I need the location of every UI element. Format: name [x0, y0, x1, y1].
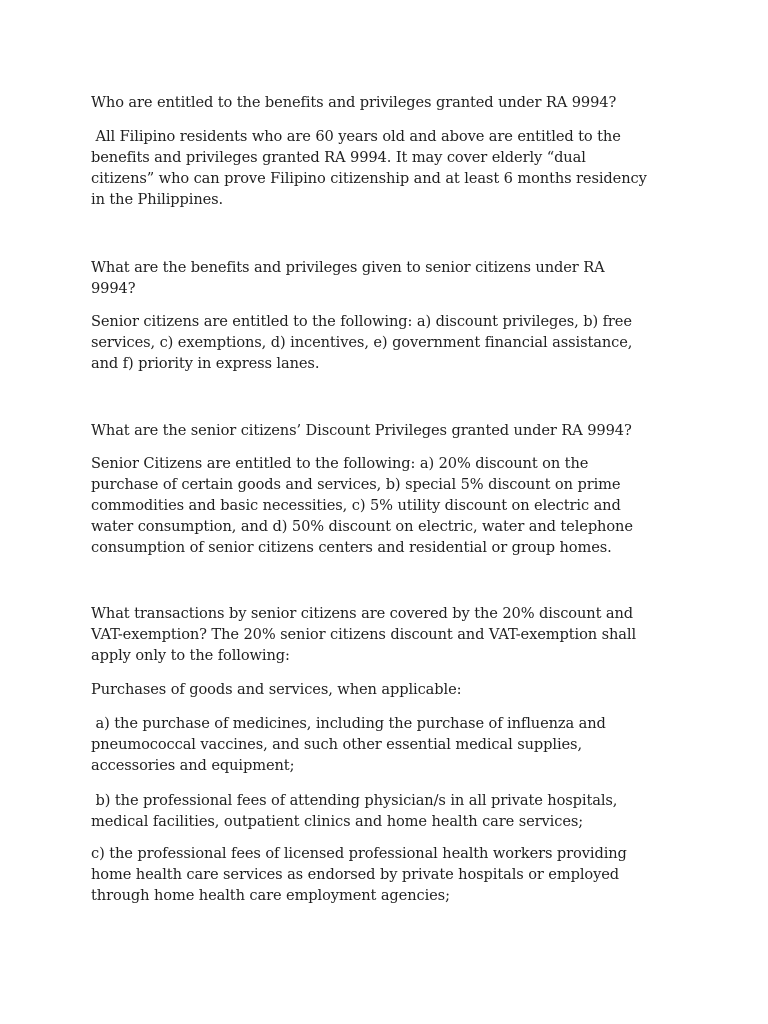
- purchases-intro-paragraph: Purchases of goods and services, when applicable:: [91, 681, 462, 698]
- question-entitled-heading: Who are entitled to the benefits and privileges granted under RA 9994?: [91, 94, 617, 111]
- answer-benefits-paragraph: Senior citizens are entitled to the following: a) discount privileges, b) free services, c) exemptions, d) incentives, e) government financial assistance, and f) priority in express lanes.: [91, 313, 633, 372]
- question-transactions-paragraph: What transactions by senior citizens are covered by the 20% discount and VAT-exemption? The 20% senior citizens discount and VAT-exemption shall apply only to the following:: [91, 605, 637, 664]
- question-benefits-heading: What are the benefits and privileges given to senior citizens under RA 9994?: [91, 259, 605, 297]
- answer-entitled-paragraph: All Filipino residents who are 60 years old and above are entitled to the benefits and privileges granted RA 9994. It may cover elderly “dual citizens” who can prove Filipino citizenship and at least 6 months residency in the Philippines.: [91, 128, 647, 208]
- question-discount-heading: What are the senior citizens’ Discount Privileges granted under RA 9994?: [91, 422, 632, 439]
- list-item-medicines: a) the purchase of medicines, including the purchase of influenza and pneumococcal vaccines, and such other essential medical supplies, accessories and equipment;: [91, 715, 606, 774]
- list-item-physician-fees: b) the professional fees of attending physician/s in all private hospitals, medical facilities, outpatient clinics and home health care services;: [91, 792, 618, 830]
- answer-discount-paragraph: Senior Citizens are entitled to the following: a) 20% discount on the purchase of certain goods and services, b) special 5% discount on prime commodities and basic necessities, c) 5% utility discount on electric and water consumption, and d) 50% discount on electric, water and telephone consumption of senior citizens centers and residential or group homes.: [91, 455, 633, 556]
- list-item-health-workers-fees: c) the professional fees of licensed professional health workers providing home health care services as endorsed by private hospitals or employed through home health care employment agencies;: [91, 845, 627, 904]
